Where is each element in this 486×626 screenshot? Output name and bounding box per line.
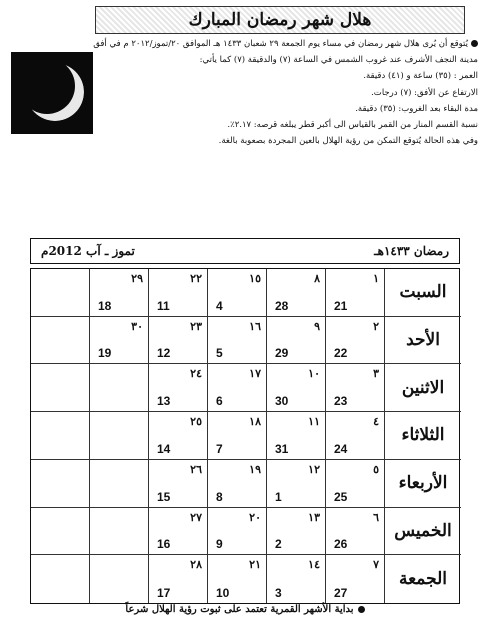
hijri-date: ٢٨ — [190, 558, 202, 572]
bullet-icon — [358, 606, 365, 613]
footnote: بداية الأشهر القمرية تعتمد على ثبوت رؤية الهلال شرعاً — [40, 604, 450, 615]
hijri-date: ٢٤ — [190, 367, 202, 381]
gregorian-date: 3 — [275, 586, 282, 600]
hijri-date: ١٩ — [249, 462, 261, 476]
calendar-cell — [326, 460, 385, 508]
gregorian-date: 4 — [216, 298, 223, 313]
info-line-7: وفي هذه الحالة يُتوقع التمكن من رؤية الهلال بالعين المجردة بصعوبة بالغة. — [218, 136, 478, 147]
gregorian-date: 15 — [157, 489, 171, 504]
weekday-label: الثلاثاء — [385, 412, 461, 460]
calendar-cell — [326, 508, 385, 556]
hijri-date: ١٥ — [249, 272, 261, 285]
calendar-cell — [90, 460, 149, 508]
gregorian-month-header: تموز ـ آب 2012م — [41, 244, 135, 258]
gregorian-date: 21 — [334, 298, 348, 313]
weekday-label: الأربعاء — [385, 460, 461, 508]
gregorian-date: 17 — [157, 586, 171, 600]
gregorian-date: 28 — [275, 298, 289, 313]
calendar-cell — [267, 269, 326, 317]
gregorian-date: 7 — [216, 441, 223, 456]
hijri-date: ٢٦ — [190, 462, 202, 476]
gregorian-date: 6 — [216, 394, 223, 409]
hijri-date: ٧ — [373, 558, 379, 572]
calendar-cell — [267, 412, 326, 460]
calendar-cell — [267, 460, 326, 508]
calendar-cell — [326, 317, 385, 365]
calendar-cell — [208, 364, 267, 412]
info-line-6: نسبة القسم المنار من القمر بالقياس الى أكبر قطر يبلغه قرصه: ٢.١٧٪. — [227, 119, 478, 130]
weekday-label: الاثنين — [385, 364, 461, 412]
hijri-date: ١٢ — [308, 462, 320, 476]
calendar-cell — [31, 508, 90, 556]
gregorian-date: 11 — [157, 298, 170, 313]
calendar-cell — [149, 508, 208, 556]
calendar-grid — [30, 268, 460, 604]
hijri-date: ١٠ — [308, 367, 320, 381]
gregorian-date: 2 — [275, 537, 282, 552]
calendar-cell — [208, 555, 267, 603]
weekday-label: الأحد — [385, 317, 461, 365]
hijri-date: ١١ — [308, 415, 320, 429]
calendar-cell — [208, 317, 267, 365]
hijri-month-header: رمضان ١٤٣٣هـ — [374, 244, 449, 258]
gregorian-date: 9 — [216, 537, 223, 552]
calendar-cell — [31, 412, 90, 460]
gregorian-date: 22 — [334, 346, 348, 361]
gregorian-date: 16 — [157, 537, 171, 552]
calendar-cell — [326, 269, 385, 317]
hijri-date: ٢٧ — [190, 510, 202, 524]
hijri-date: ٢٩ — [131, 272, 143, 285]
calendar-cell — [31, 555, 90, 603]
hijri-date: ٤ — [373, 415, 379, 429]
calendar-cell — [208, 460, 267, 508]
hijri-date: ١٣ — [308, 510, 320, 524]
calendar-cell — [90, 508, 149, 556]
crescent-info — [93, 38, 478, 151]
info-line-4: الارتفاع عن الأفق: (٧) درجات. — [371, 87, 478, 98]
info-line-5: مدة البقاء بعد الغروب: (٣٥) دقيقة. — [355, 103, 478, 114]
calendar-cell — [31, 460, 90, 508]
hijri-date: ٢ — [373, 319, 379, 333]
calendar-cell — [90, 269, 149, 317]
gregorian-date: 13 — [157, 394, 171, 409]
calendar-cell — [267, 364, 326, 412]
calendar-cell — [90, 364, 149, 412]
crescent-moon-image — [11, 52, 93, 134]
hijri-date: ٢٣ — [190, 319, 202, 333]
gregorian-date: 30 — [275, 394, 289, 409]
hijri-date: ٢١ — [249, 558, 261, 572]
calendar-cell — [326, 364, 385, 412]
calendar-cell — [90, 317, 149, 365]
calendar-cell — [149, 269, 208, 317]
hijri-date: ٢٠ — [249, 510, 261, 524]
hijri-date: ٥ — [373, 462, 379, 476]
title-banner — [95, 6, 465, 34]
gregorian-date: 25 — [334, 489, 348, 504]
gregorian-date: 19 — [98, 346, 112, 361]
gregorian-date: 29 — [275, 346, 289, 361]
gregorian-date: 10 — [216, 586, 230, 600]
calendar-cell — [267, 317, 326, 365]
bullet-icon — [471, 40, 478, 47]
calendar-cell — [267, 555, 326, 603]
hijri-date: ٢٥ — [190, 415, 202, 429]
gregorian-date: 14 — [157, 441, 171, 456]
calendar-cell — [31, 269, 90, 317]
calendar-cell — [149, 317, 208, 365]
gregorian-date: 12 — [157, 346, 171, 361]
calendar-cell — [267, 508, 326, 556]
gregorian-date: 31 — [275, 441, 289, 456]
hijri-date: ١٤ — [308, 558, 320, 572]
hijri-date: ١ — [373, 272, 379, 285]
hijri-date: ٣ — [373, 367, 379, 381]
weekday-label: الخميس — [385, 508, 461, 556]
gregorian-date: 18 — [98, 298, 112, 313]
hijri-date: ٨ — [314, 272, 320, 285]
gregorian-date: 24 — [334, 441, 348, 456]
calendar-cell — [208, 412, 267, 460]
calendar-cell — [149, 412, 208, 460]
calendar-cell — [208, 269, 267, 317]
info-line-3: العمر : (٣٥) ساعة و (٤١) دقيقة. — [363, 71, 478, 82]
calendar-cell — [149, 460, 208, 508]
info-line-1: يُتوقع أن يُرى هلال شهر رمضان في مساء يوم الجمعة ٢٩ شعبان ١٤٣٣ هـ الموافق ٢٠/تموز/٢٠١٢ م في أفق — [100, 38, 478, 51]
hijri-date: ٣٠ — [131, 319, 143, 333]
hijri-date: ٢٢ — [190, 272, 202, 285]
calendar-cell — [90, 555, 149, 603]
weekday-label: الجمعة — [398, 569, 448, 590]
calendar-cell — [90, 412, 149, 460]
gregorian-date: 5 — [216, 346, 223, 361]
calendar-cell — [326, 555, 385, 603]
calendar-cell — [149, 364, 208, 412]
hijri-date: ١٦ — [249, 319, 261, 333]
calendar-cell — [326, 412, 385, 460]
gregorian-date: 27 — [334, 586, 348, 600]
page-title: هلال شهر رمضان المبارك — [188, 10, 372, 30]
gregorian-date: 26 — [334, 537, 348, 552]
info-line-2: مدينة النجف الأشرف عند غروب الشمس في الساعة (٧) والدقيقة (٧) كما يأتي: — [199, 55, 478, 66]
hijri-date: ٦ — [373, 510, 379, 524]
hijri-date: ١٨ — [249, 415, 261, 429]
weekday-label: السبت — [385, 269, 461, 317]
gregorian-date: 1 — [275, 489, 282, 504]
calendar-cell — [31, 317, 90, 365]
calendar-cell — [208, 508, 267, 556]
hijri-date: ١٧ — [249, 367, 261, 381]
calendar-header — [30, 238, 460, 264]
gregorian-date: 23 — [334, 394, 348, 409]
gregorian-date: 8 — [216, 489, 223, 504]
calendar-cell — [31, 364, 90, 412]
calendar-cell — [149, 555, 208, 603]
hijri-date: ٩ — [314, 319, 320, 333]
